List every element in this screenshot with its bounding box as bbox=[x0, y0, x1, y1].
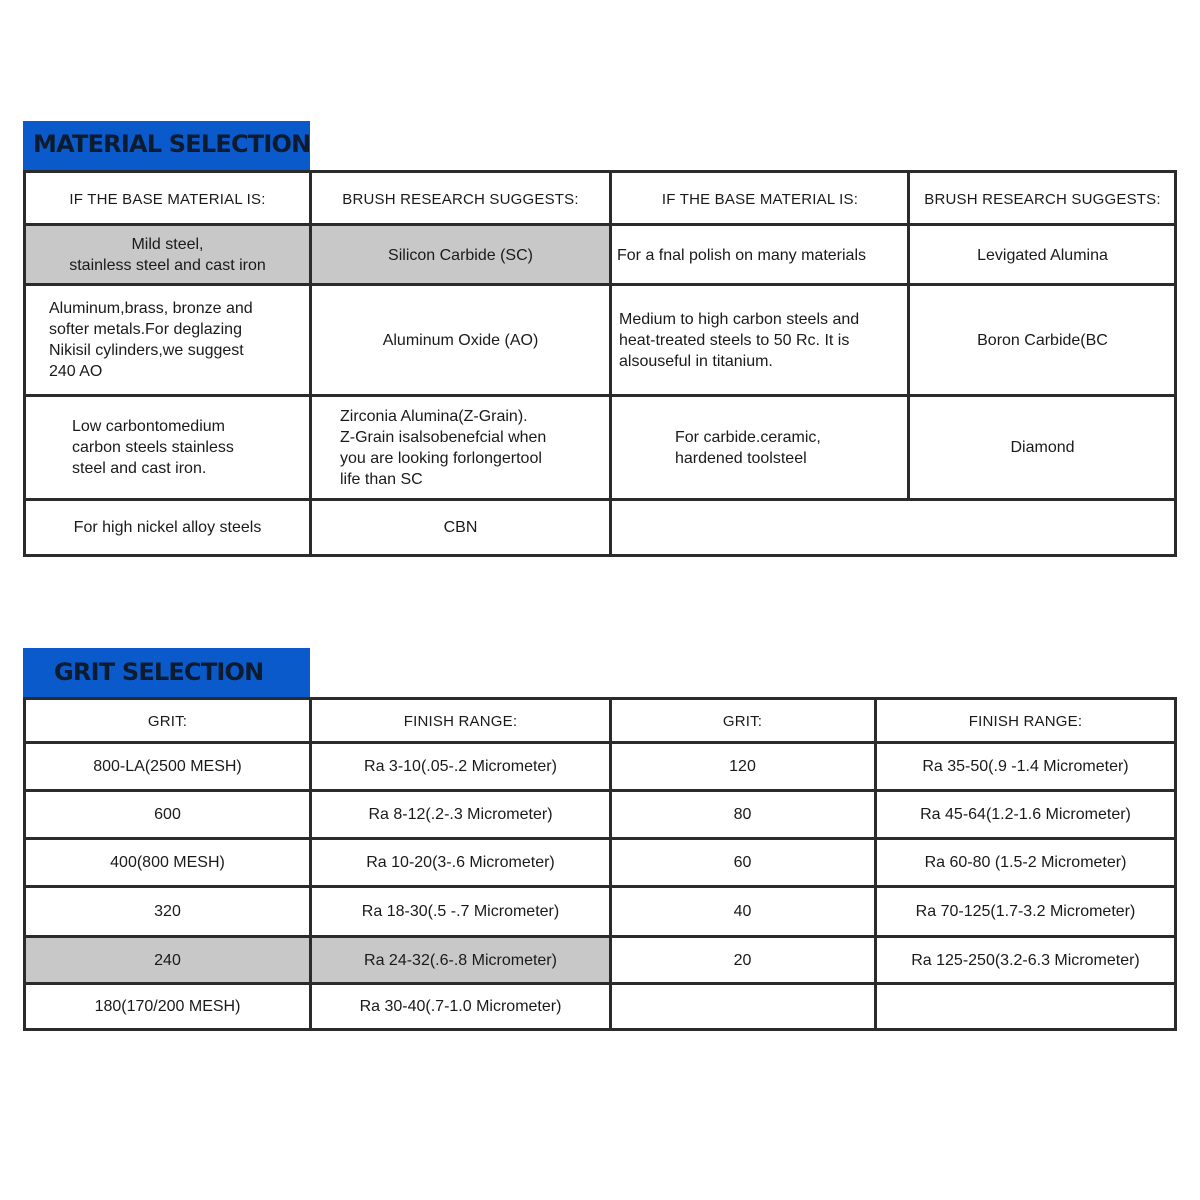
finish-cell: Ra 125-250(3.2-6.3 Micrometer) bbox=[911, 951, 1140, 969]
material-cell: Silicon Carbide (SC) bbox=[388, 246, 533, 264]
material-header-suggests-2: BRUSH RESEARCH SUGGESTS: bbox=[924, 190, 1161, 208]
grit-cell: 400(800 MESH) bbox=[110, 854, 225, 871]
finish-cell: Ra 35-50(.9 -1.4 Micrometer) bbox=[922, 758, 1129, 775]
finish-cell: Ra 10-20(3-.6 Micrometer) bbox=[366, 854, 555, 871]
finish-cell: Ra 60-80 (1.5-2 Micrometer) bbox=[924, 854, 1127, 871]
grit-cell: 600 bbox=[154, 806, 181, 823]
material-header-base-2: IF THE BASE MATERIAL IS: bbox=[661, 190, 859, 208]
finish-cell: Ra 30-40(.7-1.0 Micrometer) bbox=[359, 998, 562, 1015]
material-cell: Mild steel, stainless steel and cast iron bbox=[69, 236, 266, 274]
grit-header-finish-2: FINISH RANGE: bbox=[968, 712, 1083, 730]
material-cell: Aluminum Oxide (AO) bbox=[382, 331, 539, 349]
material-cell-empty bbox=[611, 500, 1175, 555]
grit-header-finish-1: FINISH RANGE: bbox=[403, 712, 518, 730]
material-cell: Diamond bbox=[1010, 439, 1075, 456]
finish-cell-empty bbox=[876, 984, 1175, 1029]
finish-cell: Ra 24-32(.6-.8 Micrometer) bbox=[364, 951, 557, 969]
material-cell: CBN bbox=[443, 519, 478, 536]
material-cell: Low carbontomedium carbon steels stainless steel and cast iron. bbox=[72, 418, 234, 477]
grit-cell: 40 bbox=[733, 903, 752, 920]
material-header-suggests-1: BRUSH RESEARCH SUGGESTS: bbox=[342, 190, 579, 208]
finish-cell: Ra 45-64(1.2-1.6 Micrometer) bbox=[920, 806, 1131, 823]
finish-cell: Ra 18-30(.5 -.7 Micrometer) bbox=[361, 903, 560, 920]
grit-header-grit-1: GRIT: bbox=[147, 712, 188, 730]
grit-cell: 240 bbox=[154, 951, 181, 969]
material-cell: For high nickel alloy steels bbox=[73, 519, 262, 536]
material-selection-title: MATERIAL SELECTION bbox=[23, 121, 310, 171]
grit-cell: 80 bbox=[733, 806, 752, 823]
material-cell: Medium to high carbon steels and heat-treated steels to 50 Rc. It is alsouseful in titanium. bbox=[619, 310, 860, 370]
material-cell: Boron Carbide(BC bbox=[977, 331, 1108, 349]
grit-cell: 60 bbox=[733, 854, 752, 871]
grit-cell: 180(170/200 MESH) bbox=[94, 998, 241, 1015]
material-cell: Aluminum,brass, bronze and softer metals.For deglazing Nikisil cylinders,we suggest 240 AO bbox=[49, 300, 253, 380]
material-cell: For a fnal polish on many materials bbox=[617, 246, 866, 264]
grit-cell: 800-LA(2500 MESH) bbox=[93, 758, 242, 775]
grit-cell: 20 bbox=[733, 951, 752, 969]
grit-selection-title: GRIT SELECTION bbox=[23, 648, 310, 698]
material-header-base-1: IF THE BASE MATERIAL IS: bbox=[69, 190, 266, 208]
grit-header-grit-2: GRIT: bbox=[722, 712, 763, 730]
material-cell: Zirconia Alumina(Z-Grain). Z-Grain isalsobenefcial when you are looking forlongertool life than SC bbox=[340, 407, 547, 488]
finish-cell: Ra 8-12(.2-.3 Micrometer) bbox=[368, 806, 553, 823]
grit-cell: 320 bbox=[154, 903, 181, 920]
material-cell: Levigated Alumina bbox=[977, 246, 1108, 264]
finish-cell: Ra 70-125(1.7-3.2 Micrometer) bbox=[915, 903, 1136, 920]
finish-cell: Ra 3-10(.05-.2 Micrometer) bbox=[364, 758, 557, 775]
material-cell: For carbide.ceramic, hardened toolsteel bbox=[675, 428, 821, 467]
grit-cell: 120 bbox=[729, 758, 756, 775]
grit-cell-empty bbox=[611, 984, 874, 1029]
